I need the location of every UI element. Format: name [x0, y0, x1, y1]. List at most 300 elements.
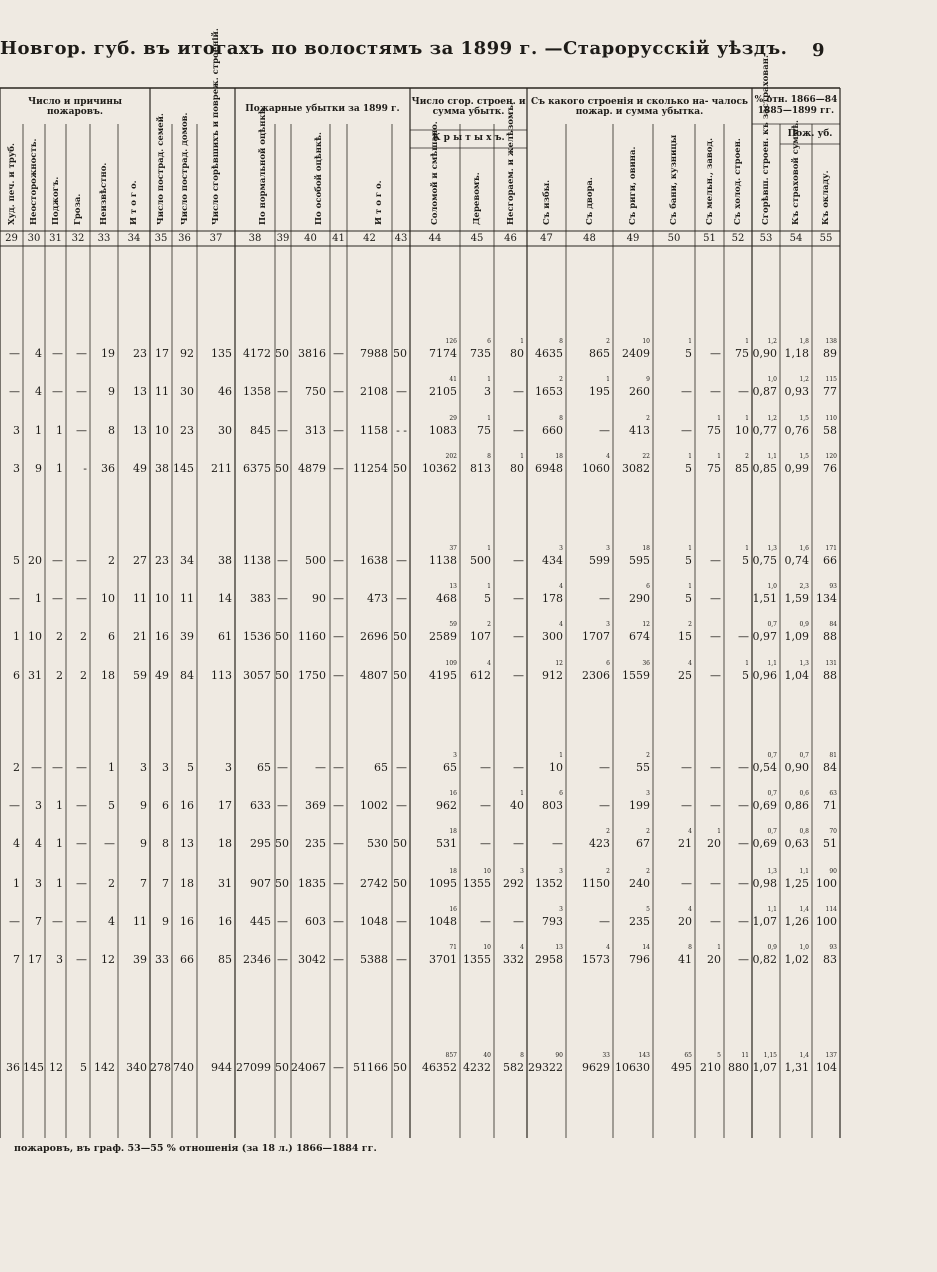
table-cell-count: 1,8 [799, 338, 809, 345]
table-cell-count: 109 [445, 660, 457, 667]
table-cell: 235 [629, 915, 650, 928]
table-cell: — [710, 347, 721, 360]
table-cell: — [599, 799, 610, 812]
header-krytykh: К р ы т ы х ъ. [432, 133, 505, 143]
table-cell-count: 2 [646, 752, 650, 759]
table-cell: 3082 [622, 462, 650, 475]
table-cell-count: 1,15 [763, 1052, 777, 1059]
table-cell: 740 [173, 1061, 194, 1074]
table-cell: — [333, 630, 344, 643]
table-cell: 46 [218, 385, 232, 398]
table-cell-count: 1 [487, 545, 491, 552]
table-cell-count: 41 [449, 376, 457, 383]
table-cell-count: 12 [555, 660, 563, 667]
table-cell: — [333, 347, 344, 360]
table-cell: — [396, 385, 407, 398]
table-cell: 3 [35, 799, 42, 812]
column-header-49: Съ риги, овина. [628, 146, 638, 225]
table-cell: 3 [140, 761, 147, 774]
table-cell-count: 81 [829, 752, 837, 759]
table-cell-count: 8 [520, 1052, 524, 1059]
table-cell: 2409 [622, 347, 650, 360]
table-cell: 750 [305, 385, 326, 398]
table-cell: — [76, 837, 87, 850]
table-cell: 495 [671, 1061, 692, 1074]
table-cell: 1573 [582, 953, 610, 966]
table-cell: 865 [589, 347, 610, 360]
column-header-33: Неизвѣстно. [99, 162, 109, 225]
table-cell: 240 [629, 877, 650, 890]
table-cell: 75 [707, 424, 721, 437]
table-cell: 0,85 [752, 462, 777, 475]
table-cell: 235 [305, 837, 326, 850]
table-cell-count: 3 [606, 621, 610, 628]
table-cell: 11 [180, 592, 194, 605]
table-cell-count: 13 [555, 944, 563, 951]
table-cell: 796 [629, 953, 650, 966]
table-cell-count: 3 [520, 868, 524, 875]
table-cell-count: 4 [559, 583, 563, 590]
table-cell: — [681, 424, 692, 437]
table-cell: 33 [155, 953, 169, 966]
table-cell: 7174 [429, 347, 457, 360]
table-cell: 1,25 [784, 877, 809, 890]
table-cell: 145 [173, 462, 194, 475]
column-header-40: По особой оцѣнкѣ. [314, 132, 324, 225]
table-cell-count: 3 [453, 752, 457, 759]
column-header-37: Число сгорѣвшихъ и повреж. строеній. [211, 28, 221, 225]
table-cell: 383 [250, 592, 271, 605]
column-number: 53 [759, 233, 773, 244]
table-cell: — [396, 915, 407, 928]
table-cell: 6375 [243, 462, 271, 475]
table-cell: — [738, 761, 749, 774]
table-cell: 13 [133, 424, 147, 437]
table-cell-count: 1 [688, 338, 692, 345]
table-cell: 612 [470, 669, 491, 682]
table-cell: 23 [180, 424, 194, 437]
column-number: 43 [394, 233, 408, 244]
table-cell: 735 [470, 347, 491, 360]
table-cell: 2 [56, 630, 63, 643]
table-cell: 85 [218, 953, 232, 966]
table-cell: — [480, 915, 491, 928]
table-cell: 5 [742, 669, 749, 682]
table-cell: 10 [101, 592, 115, 605]
table-cell: — [738, 953, 749, 966]
table-cell: 27099 [236, 1061, 271, 1074]
table-cell: — [333, 915, 344, 928]
table-cell: — [396, 592, 407, 605]
table-cell: 793 [542, 915, 563, 928]
table-cell: 5 [685, 592, 692, 605]
table-cell: 38 [155, 462, 169, 475]
table-cell: 145 [23, 1061, 44, 1074]
table-cell-count: 1,1 [799, 868, 809, 875]
table-cell: 59 [133, 669, 147, 682]
column-header-32: Гроза. [73, 193, 83, 225]
column-header-36: Число пострад. домов. [179, 112, 190, 225]
table-cell-count: 1 [688, 453, 692, 460]
table-cell: — [681, 385, 692, 398]
table-cell: 0,77 [752, 424, 777, 437]
table-cell: 278 [150, 1061, 171, 1074]
table-cell: 134 [816, 592, 837, 605]
table-cell: — [31, 761, 42, 774]
table-cell: — [76, 877, 87, 890]
table-cell: 6948 [535, 462, 563, 475]
table-cell: 24067 [291, 1061, 326, 1074]
table-cell-count: 171 [825, 545, 837, 552]
table-cell: 10 [735, 424, 749, 437]
table-cell: — [681, 877, 692, 890]
table-cell-count: 36 [642, 660, 650, 667]
table-cell: 11 [133, 592, 147, 605]
table-cell: 3 [13, 462, 20, 475]
table-cell: 1138 [429, 554, 457, 567]
table-cell: — [710, 669, 721, 682]
table-cell: 66 [180, 953, 194, 966]
table-cell-count: 18 [642, 545, 650, 552]
table-cell: 1002 [360, 799, 388, 812]
table-cell: 12 [101, 953, 115, 966]
table-cell-count: 11 [741, 1052, 749, 1059]
table-cell: 13 [133, 385, 147, 398]
table-cell: 530 [367, 837, 388, 850]
table-cell: 1158 [360, 424, 388, 437]
column-number: 54 [789, 233, 803, 244]
table-cell-count: 1,0 [799, 944, 809, 951]
table-cell: 6 [13, 669, 20, 682]
table-cell-count: 71 [449, 944, 457, 951]
table-cell: 76 [823, 462, 837, 475]
column-header-29: Худ. печ. и труб. [6, 143, 17, 225]
column-header-50: Съ бани, кузницы [669, 134, 679, 225]
table-cell: — [76, 799, 87, 812]
table-cell: 1,02 [784, 953, 809, 966]
table-cell-count: 1,1 [767, 660, 777, 667]
table-cell: 39 [180, 630, 194, 643]
column-number: 52 [731, 233, 745, 244]
table-cell-count: 33 [602, 1052, 610, 1059]
table-cell-count: 5 [646, 906, 650, 913]
table-cell: 633 [250, 799, 271, 812]
column-header-47: Съ избы. [541, 179, 552, 225]
table-cell: 107 [470, 630, 491, 643]
table-cell-count: 1 [520, 453, 524, 460]
table-cell: — [9, 592, 20, 605]
table-cell: — [599, 915, 610, 928]
table-cell: 39 [133, 953, 147, 966]
table-cell: 3 [162, 761, 169, 774]
table-cell: 260 [629, 385, 650, 398]
table-cell-count: 114 [825, 906, 837, 913]
table-cell: 0,86 [784, 799, 809, 812]
table-cell: 142 [94, 1061, 115, 1074]
table-cell-count: 1 [745, 545, 749, 552]
table-cell-count: 0,7 [767, 828, 777, 835]
table-cell: 473 [367, 592, 388, 605]
table-cell: 2 [13, 761, 20, 774]
table-cell: — [738, 385, 749, 398]
table-cell: — [52, 554, 63, 567]
table-cell-count: 8 [559, 338, 563, 345]
table-cell-count: 90 [829, 868, 837, 875]
table-cell: 210 [700, 1061, 721, 1074]
table-cell: 75 [477, 424, 491, 437]
table-cell-count: 18 [555, 453, 563, 460]
table-cell: 50 [393, 837, 407, 850]
table-cell: 92 [180, 347, 194, 360]
table-cell: 599 [589, 554, 610, 567]
table-cell: 290 [629, 592, 650, 605]
table-cell: 104 [816, 1061, 837, 1074]
table-cell: 46352 [422, 1061, 457, 1074]
table-cell-count: 2 [606, 828, 610, 835]
table-cell-count: 0,9 [799, 621, 809, 628]
table-cell-count: 2 [688, 621, 692, 628]
table-cell-count: 2,3 [799, 583, 809, 590]
table-cell-count: 138 [825, 338, 837, 345]
table-cell: 4 [35, 347, 42, 360]
table-cell: 21 [133, 630, 147, 643]
table-cell: 1,07 [752, 1061, 777, 1074]
table-cell: — [277, 424, 288, 437]
table-cell: 65 [374, 761, 388, 774]
column-header-52: Съ холод. строен. [733, 138, 743, 225]
table-cell: 3 [13, 424, 20, 437]
table-cell: 1707 [582, 630, 610, 643]
table-cell: 50 [275, 1061, 289, 1074]
table-cell: 369 [305, 799, 326, 812]
table-cell: 50 [393, 877, 407, 890]
column-header-51: Съ мельн., завод. [704, 137, 715, 225]
table-cell: 7 [35, 915, 42, 928]
table-cell-count: 9 [646, 376, 650, 383]
table-cell-count: 2 [745, 453, 749, 460]
table-cell-count: 93 [829, 944, 837, 951]
table-cell: 195 [589, 385, 610, 398]
column-number: 38 [248, 233, 262, 244]
table-cell: — [9, 915, 20, 928]
table-cell-count: 115 [825, 376, 837, 383]
table-cell: 0,90 [752, 347, 777, 360]
table-cell: 50 [275, 877, 289, 890]
table-cell-count: 0,9 [767, 944, 777, 951]
table-cell: — [513, 630, 524, 643]
table-cell-count: 16 [449, 906, 457, 913]
table-cell-count: 6 [487, 338, 491, 345]
table-cell-count: 1 [717, 453, 721, 460]
table-cell: 434 [542, 554, 563, 567]
table-cell-count: 1,1 [767, 453, 777, 460]
table-cell-count: 1 [745, 338, 749, 345]
table-cell: 50 [393, 1061, 407, 1074]
table-cell: 11 [133, 915, 147, 928]
table-cell: 582 [503, 1061, 524, 1074]
table-cell-count: 4 [688, 660, 692, 667]
table-cell: — [277, 554, 288, 567]
table-cell: — [52, 761, 63, 774]
table-cell: — [738, 630, 749, 643]
table-cell: 89 [823, 347, 837, 360]
table-cell: 300 [542, 630, 563, 643]
table-cell: 84 [823, 761, 837, 774]
table-cell-count: 3 [559, 868, 563, 875]
table-cell-count: 1,4 [799, 1052, 809, 1059]
table-cell-count: 18 [449, 828, 457, 835]
table-cell-count: 63 [829, 790, 837, 797]
table-cell-count: 1,3 [799, 660, 809, 667]
table-cell: 100 [816, 877, 837, 890]
table-cell: 1,07 [752, 915, 777, 928]
table-cell-count: 2 [606, 338, 610, 345]
table-cell: 40 [510, 799, 524, 812]
table-cell: 1355 [463, 877, 491, 890]
table-cell-count: 4 [487, 660, 491, 667]
table-cell-count: 1 [487, 415, 491, 422]
table-cell: 10 [155, 592, 169, 605]
table-cell: 50 [275, 462, 289, 475]
table-cell: — [710, 761, 721, 774]
table-cell-count: 2 [606, 868, 610, 875]
table-cell: — [710, 799, 721, 812]
table-cell-count: 0,7 [767, 621, 777, 628]
column-header-35: Число пострад. семей. [156, 113, 166, 225]
table-cell: 1,26 [784, 915, 809, 928]
column-number: 45 [470, 233, 484, 244]
table-cell: — [513, 592, 524, 605]
table-cell-count: 110 [825, 415, 837, 422]
table-cell: 4879 [298, 462, 326, 475]
table-cell-count: 0,7 [767, 752, 777, 759]
table-cell: 4195 [429, 669, 457, 682]
table-cell-count: 202 [445, 453, 457, 460]
column-header-38: По нормальной оцѣнкѣ. [258, 105, 268, 225]
table-cell: 1 [56, 877, 63, 890]
table-cell: 1 [35, 592, 42, 605]
table-cell: 0,76 [784, 424, 809, 437]
table-cell: 16 [180, 915, 194, 928]
table-cell: — [333, 799, 344, 812]
table-cell: — [333, 385, 344, 398]
table-cell: — [52, 592, 63, 605]
footnote: пожаровъ, въ граф. 53—55 % отношенія (за 18 л.) 1866—1884 гг. [14, 1143, 377, 1154]
table-cell: 2589 [429, 630, 457, 643]
table-cell: — [513, 915, 524, 928]
table-cell: 65 [257, 761, 271, 774]
table-cell: 211 [211, 462, 232, 475]
column-number: 50 [667, 233, 681, 244]
column-number: 32 [71, 233, 85, 244]
table-cell: — [710, 385, 721, 398]
table-cell: 4232 [463, 1061, 491, 1074]
table-cell: — [76, 424, 87, 437]
table-cell: — [277, 953, 288, 966]
table-cell: 49 [155, 669, 169, 682]
table-cell-count: 59 [449, 621, 457, 628]
table-cell: 88 [823, 630, 837, 643]
table-cell: 3 [225, 761, 232, 774]
table-cell: 83 [823, 953, 837, 966]
table-cell: 113 [211, 669, 232, 682]
column-number: 40 [304, 233, 317, 244]
table-cell: 0,75 [752, 554, 777, 567]
table-cell-count: 1 [717, 828, 721, 835]
table-cell: 2 [80, 630, 87, 643]
table-cell: 0,54 [752, 761, 777, 774]
table-cell-count: 1 [745, 415, 749, 422]
table-cell: 14 [218, 592, 232, 605]
table-cell: 1750 [298, 669, 326, 682]
table-cell: — [599, 424, 610, 437]
table-cell-count: 16 [449, 790, 457, 797]
table-cell: 0,97 [752, 630, 777, 643]
table-cell-count: 4 [688, 906, 692, 913]
table-cell-count: 1 [520, 338, 524, 345]
column-number: 47 [540, 233, 553, 244]
table-cell: 1 [56, 837, 63, 850]
table-cell: 66 [823, 554, 837, 567]
table-cell: 16 [218, 915, 232, 928]
table-cell: 18 [218, 837, 232, 850]
table-cell: — [738, 799, 749, 812]
table-cell: 17 [155, 347, 169, 360]
table-cell: — [76, 761, 87, 774]
table-cell: 8 [108, 424, 115, 437]
table-cell: 9 [140, 837, 147, 850]
table-cell: 23 [155, 554, 169, 567]
table-cell: 0,93 [784, 385, 809, 398]
table-cell: 2958 [535, 953, 563, 966]
table-cell: 4 [35, 837, 42, 850]
table-cell: — [710, 592, 721, 605]
table-cell-count: 0,7 [799, 752, 809, 759]
table-cell-count: 65 [684, 1052, 692, 1059]
table-cell: 674 [629, 630, 650, 643]
table-cell: 10630 [615, 1061, 650, 1074]
table-cell-count: 143 [638, 1052, 650, 1059]
column-number: 41 [332, 233, 345, 244]
table-cell: — [76, 592, 87, 605]
table-cell: 30 [180, 385, 194, 398]
table-cell: 65 [443, 761, 457, 774]
table-cell-count: 1,0 [767, 376, 777, 383]
table-cell: 71 [823, 799, 837, 812]
table-cell: 1355 [463, 953, 491, 966]
table-cell: 1 [13, 877, 20, 890]
table-cell: 0,99 [784, 462, 809, 475]
table-cell: — [738, 877, 749, 890]
table-cell: 1 [13, 630, 20, 643]
table-cell: 80 [510, 347, 524, 360]
table-cell: 292 [503, 877, 524, 890]
column-header-30: Неосторожность. [29, 138, 39, 225]
table-cell-count: 70 [829, 828, 837, 835]
column-number: 55 [819, 233, 833, 244]
table-cell: 1060 [582, 462, 610, 475]
table-cell: - - [396, 424, 407, 437]
table-cell-count: 90 [555, 1052, 563, 1059]
table-cell: — [681, 799, 692, 812]
table-cell: 4807 [360, 669, 388, 682]
table-cell: 5 [13, 554, 20, 567]
table-cell-count: 1 [606, 376, 610, 383]
table-cell: 19 [101, 347, 115, 360]
table-cell: 10362 [422, 462, 457, 475]
table-cell: 7 [13, 953, 20, 966]
table-cell: — [76, 385, 87, 398]
